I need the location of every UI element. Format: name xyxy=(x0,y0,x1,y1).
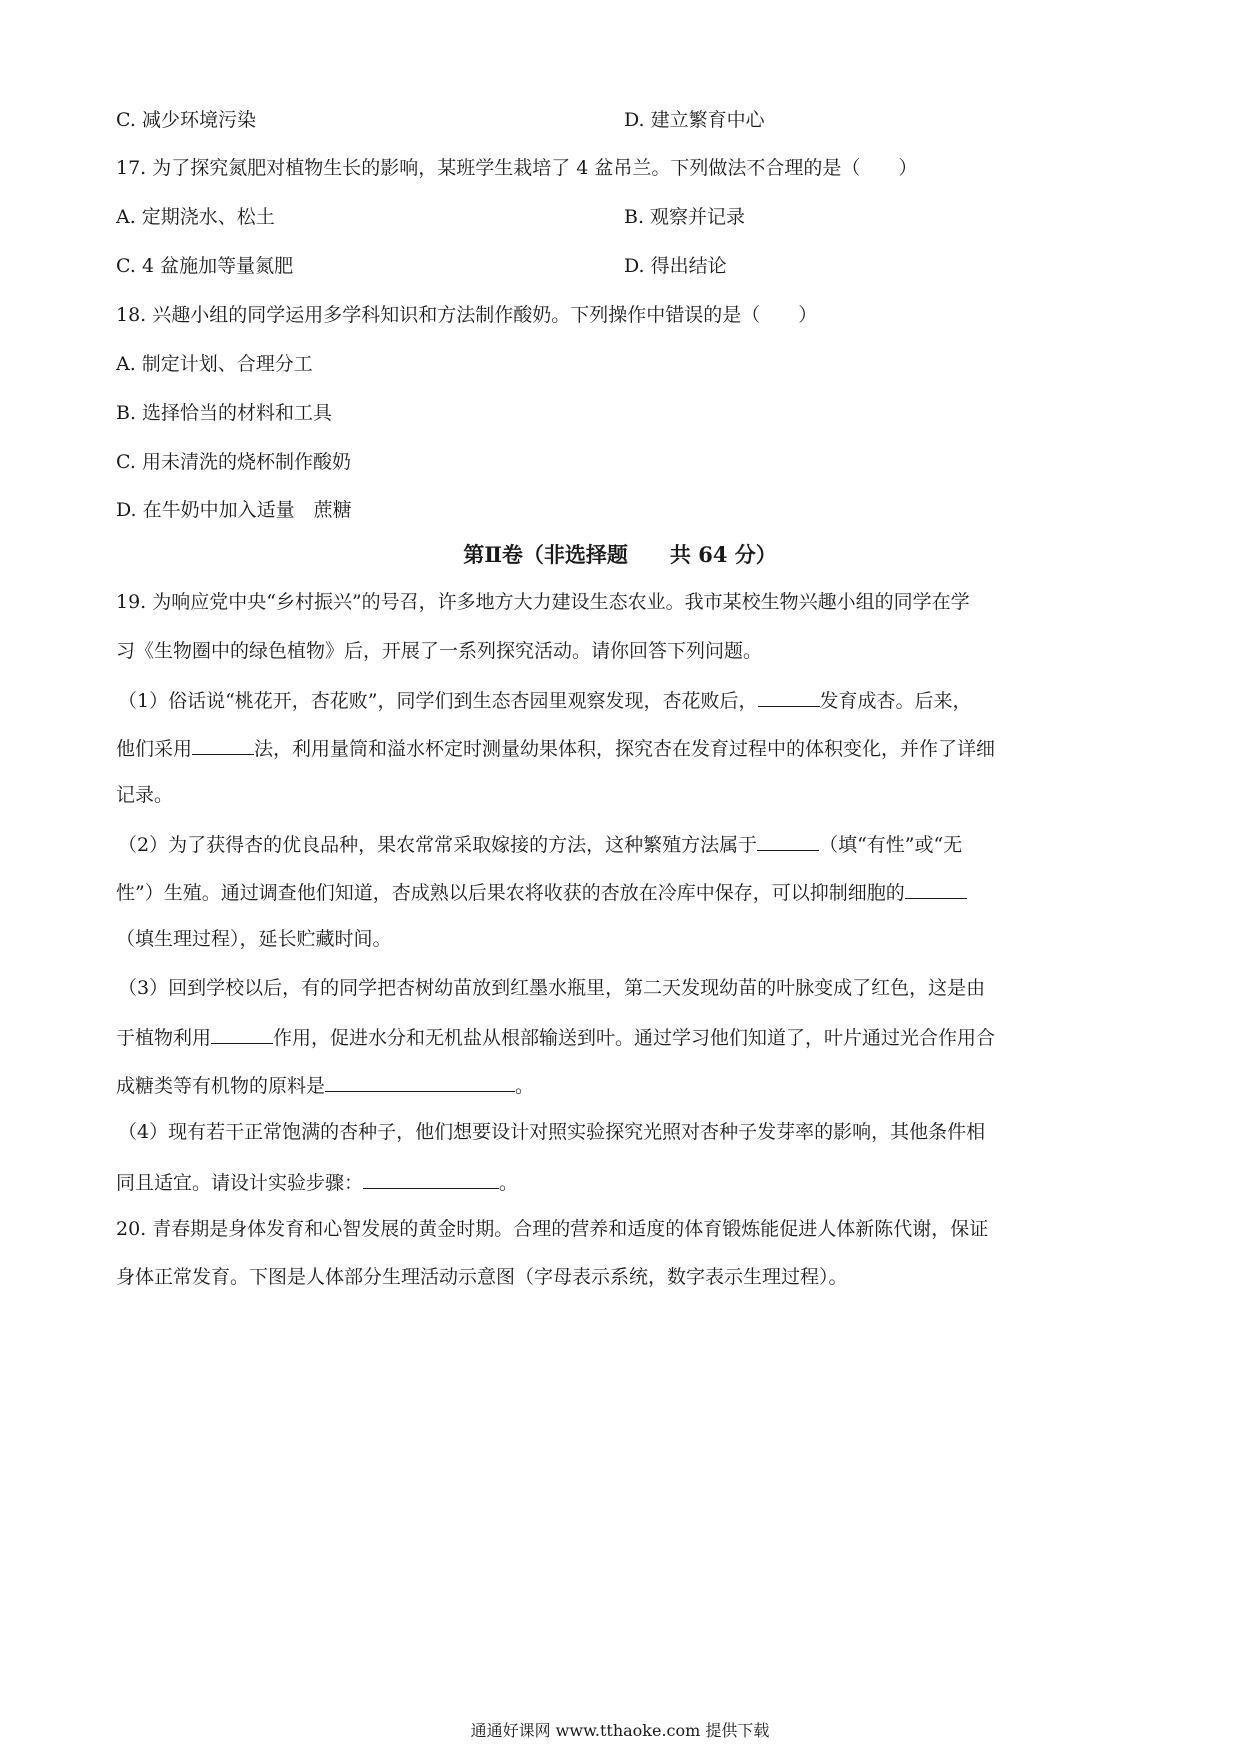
q16-option-c: C. 减少环境污染 xyxy=(116,109,256,131)
page-footer: 通通好课网 www.tthaoke.com 提供下载 xyxy=(470,1721,770,1740)
q20-intro-line-1: 20. 青春期是身体发育和心智发展的黄金时期。合理的营养和适度的体育锻炼能促进人体新陈代谢，保证 xyxy=(116,1218,989,1240)
q19-blank-3[interactable] xyxy=(757,830,819,851)
q19-part2-text-c: 性”）生殖。通过调查他们知道，杏成熟以后果农将收获的杏放在冷库中保存，可以抑制细胞的 xyxy=(116,882,905,904)
q19-part3-line-2 xyxy=(116,1023,995,1051)
q19-part1-text-d: 法，利用量筒和溢水杯定时测量幼果体积，探究杏在发育过程中的体积变化，并作了详细 xyxy=(254,738,996,760)
q17-option-c: C. 4 盆施加等量氮肥 xyxy=(116,255,294,277)
q18-option-a: A. 制定计划、合理分工 xyxy=(116,353,313,375)
q18-stem: 18. 兴趣小组的同学运用多学科知识和方法制作酸奶。下列操作中错误的是（ ） xyxy=(116,304,818,326)
q19-part1-line-3: 记录。 xyxy=(116,784,174,806)
q16-option-d: D. 建立繁育中心 xyxy=(624,109,765,131)
q19-part4-line-1: （4）现有若干正常饱满的杏种子，他们想要设计对照实验探究光照对杏种子发芽率的影响，其他条件相 xyxy=(118,1121,986,1143)
q19-part1-text-c: 他们采用 xyxy=(116,738,193,760)
q17-option-b: B. 观察并记录 xyxy=(624,206,746,228)
q19-part3-text-b: 于植物利用 xyxy=(116,1027,212,1049)
q19-part4-text-c: 。 xyxy=(499,1172,519,1194)
q19-part1-text-a: （1）俗话说“桃花开，杏花败”，同学们到生态杏园里观察发现，杏花败后， xyxy=(118,690,758,712)
q19-part4-line-2 xyxy=(116,1168,518,1196)
q19-blank-4[interactable] xyxy=(905,878,967,899)
q19-part1-line-2 xyxy=(116,734,995,762)
q19-part2-text-a: （2）为了获得杏的优良品种，果农常常采取嫁接的方法，这种繁殖方法属于 xyxy=(118,834,758,856)
q19-part3-line-1: （3）回到学校以后，有的同学把杏树幼苗放到红墨水瓶里，第二天发现幼苗的叶脉变成了红色，这是由 xyxy=(118,977,986,999)
q17-stem: 17. 为了探究氮肥对植物生长的影响，某班学生栽培了 4 盆吊兰。下列做法不合理的是（ ） xyxy=(116,157,918,179)
q18-option-d: D. 在牛奶中加入适量 蔗糖 xyxy=(116,499,352,521)
q19-part4-text-b: 同且适宜。请设计实验步骤： xyxy=(116,1172,364,1194)
q19-part1-text-b: 发育成杏。后来， xyxy=(819,690,972,712)
q20-intro-line-2: 身体正常发育。下图是人体部分生理活动示意图（字母表示系统，数字表示生理过程）。 xyxy=(116,1266,848,1288)
q19-part2-line-3: （填生理过程），延长贮藏时间。 xyxy=(116,928,392,950)
q19-part2-text-b: （填“有性”或“无 xyxy=(819,834,963,856)
q19-part3-line-3 xyxy=(116,1071,534,1099)
q19-part3-text-c: 作用，促进水分和无机盐从根部输送到叶。通过学习他们知道了，叶片通过光合作用合 xyxy=(273,1027,996,1049)
q19-blank-2[interactable] xyxy=(192,734,254,755)
q18-option-b: B. 选择恰当的材料和工具 xyxy=(116,402,333,424)
q19-part2-line-1 xyxy=(118,830,962,858)
q19-part1-line-1 xyxy=(118,686,972,714)
q19-blank-7[interactable] xyxy=(363,1168,499,1189)
q19-blank-1[interactable] xyxy=(758,686,820,707)
q19-blank-6[interactable] xyxy=(325,1071,515,1092)
section-title: 第Ⅱ卷（非选择题 共 64 分） xyxy=(463,542,777,567)
q19-part3-text-e: 。 xyxy=(515,1075,535,1097)
q19-intro-line-1: 19. 为响应党中央“乡村振兴”的号召，许多地方大力建设生态农业。我市某校生物兴趣小组的同学在学 xyxy=(116,591,970,613)
q17-option-a: A. 定期浇水、松土 xyxy=(116,206,275,228)
q18-option-c: C. 用未清洗的烧杯制作酸奶 xyxy=(116,451,351,473)
q19-part3-text-d: 成糖类等有机物的原料是 xyxy=(116,1075,326,1097)
q17-option-d: D. 得出结论 xyxy=(624,255,727,277)
q19-blank-5[interactable] xyxy=(211,1023,273,1044)
q19-intro-line-2: 习《生物圈中的绿色植物》后，开展了一系列探究活动。请你回答下列问题。 xyxy=(116,640,763,662)
q19-part2-line-2 xyxy=(116,878,967,906)
